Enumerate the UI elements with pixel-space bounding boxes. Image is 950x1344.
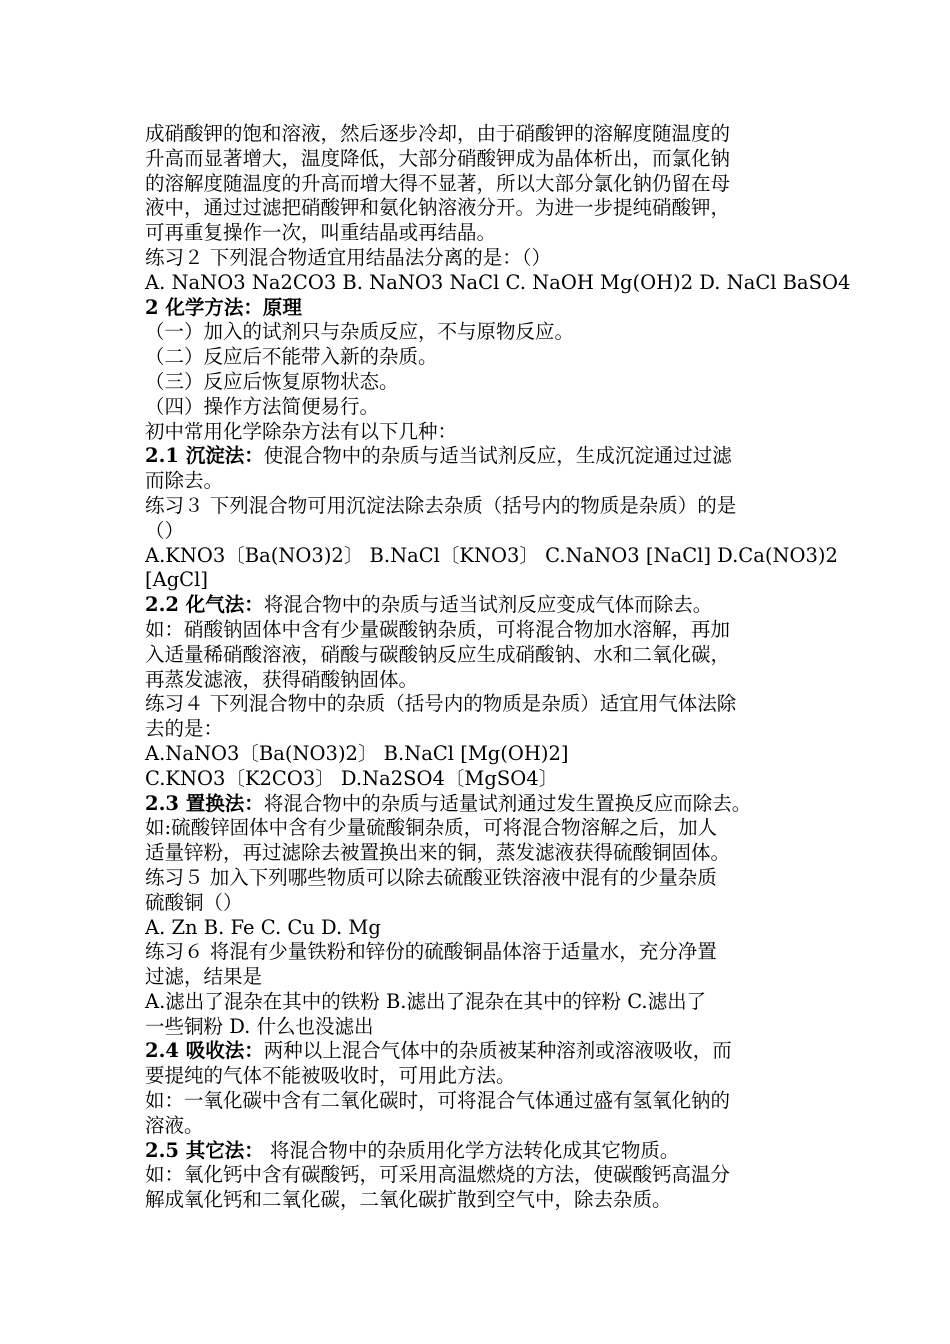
line-text: 一些铜粉 D. 什么也没滤出 — [145, 1014, 374, 1038]
line-text: A.NaNO3〔Ba(NO3)2〕 B.NaCl [Mg(OH)2] — [145, 741, 569, 765]
line-text: 练习５ 加入下列哪些物质可以除去硫酸亚铁溶液中混有的少量杂质 — [145, 865, 717, 889]
subsection-2-2 — [145, 593, 835, 618]
line-text: 升高而显著增大，温度降低，大部分硝酸钾成为晶体析出，而氯化钠 — [145, 146, 731, 170]
line-text: A. NaNO3 Na2CO3 B. NaNO3 NaCl C. NaOH Mg(OH)2 D. NaCl BaSO4 — [145, 270, 851, 294]
text-line — [145, 1163, 835, 1188]
line-text: [AgCl] — [145, 568, 208, 592]
line-text: 过滤，结果是 — [145, 965, 263, 989]
line-text: 将混合物中的杂质与适量试剂通过发生置换反应而除去。 — [263, 791, 752, 815]
text-line — [145, 1188, 835, 1213]
line-text: （四）操作方法简便易行。 — [145, 394, 380, 418]
text-line — [145, 643, 835, 668]
line-text: （三）反应后恢复原物状态。 — [145, 369, 399, 393]
line-text: 入适量稀硝酸溶液，硝酸与碳酸钠反应生成硝酸钠、水和二氧化碳， — [145, 642, 731, 666]
line-text: （） — [145, 518, 185, 542]
line-text: 成硝酸钾的饱和溶液，然后逐步冷却，由于硝酸钾的溶解度随温度的 — [145, 122, 731, 145]
text-line — [145, 122, 835, 147]
line-text: 适量锌粉，再过滤除去被置换出来的铜，蒸发滤液获得硫酸铜固体。 — [145, 841, 731, 865]
line-text: A.滤出了混杂在其中的铁粉 B.滤出了混杂在其中的锌粉 C.滤出了 — [145, 989, 707, 1013]
text-line — [145, 1064, 835, 1089]
text-line — [145, 221, 835, 246]
exercise-3-options — [145, 543, 838, 569]
line-text: 去的是： — [145, 717, 224, 741]
line-text: 如:硫酸锌固体中含有少量硫酸铜杂质，可将混合物溶解之后，加人 — [145, 816, 718, 840]
subsection-2-3 — [145, 792, 835, 817]
line-text: （一）加入的试剂只与杂质反应，不与原物反应。 — [145, 320, 575, 344]
line-text: 将混合物中的杂质用化学方法转化成其它物质。 — [263, 1138, 680, 1162]
subsection-2-5 — [145, 1139, 835, 1164]
section-heading-chemical-methods — [145, 296, 835, 321]
text-line — [145, 965, 835, 990]
document-body — [145, 122, 851, 1213]
exercise-2-options — [145, 270, 851, 296]
principle-2 — [145, 345, 835, 370]
line-text: 两种以上混合气体中的杂质被某种溶剂或溶液吸收，而 — [263, 1039, 732, 1063]
principle-3 — [145, 370, 835, 395]
line-text: 再蒸发滤液，获得硝酸钠固体。 — [145, 667, 419, 691]
line-text: 练习４ 下列混合物中的杂质（括号内的物质是杂质）适宜用气体法除 — [145, 692, 737, 716]
line-text: 练习３ 下列混合物可用沉淀法除去杂质（括号内的物质是杂质）的是 — [145, 493, 737, 517]
exercise-4-options-cd — [145, 767, 835, 792]
line-text: A.KNO3〔Ba(NO3)2〕 B.NaCl〔KNO3〕 C.NaNO3 [NaCl] D.Ca(NO3)2 — [145, 543, 838, 567]
exercise-4-options-ab — [145, 742, 835, 767]
line-text: 如：硝酸钠固体中含有少量碳酸钠杂质，可将混合物加水溶解，再加 — [145, 617, 731, 641]
text-line — [145, 668, 835, 693]
principle-1 — [145, 320, 835, 345]
text-line — [145, 568, 835, 593]
line-text: 练习６ 将混有少量铁粉和锌份的硫酸铜晶体溶于适量水，充分净置 — [145, 940, 717, 964]
text-line — [145, 841, 835, 866]
text-line — [145, 147, 835, 172]
line-text: 要提纯的气体不能被吸收时，可用此方法。 — [145, 1064, 516, 1088]
line-text: 将混合物中的杂质与适当试剂反应变成气体而除去。 — [263, 593, 713, 617]
text-line — [145, 816, 835, 841]
subsection-heading: 2.5 其它法： — [145, 1138, 264, 1162]
line-text: 初中常用化学除杂方法有以下几种： — [145, 419, 458, 443]
exercise-4-question — [145, 692, 835, 717]
line-text: 溶液。 — [145, 1113, 204, 1137]
text-line — [145, 519, 835, 544]
text-line — [145, 891, 835, 916]
line-text: 使混合物中的杂质与适当试剂反应，生成沉淀通过过滤 — [263, 444, 732, 468]
line-text: （二）反应后不能带入新的杂质。 — [145, 345, 438, 369]
exercise-2-question — [145, 246, 835, 271]
text-line — [145, 196, 835, 221]
exercise-5-question — [145, 866, 835, 891]
line-text: 如：氧化钙中含有碳酸钙，可采用高温燃烧的方法，使碳酸钙高温分 — [145, 1163, 731, 1187]
exercise-6-options — [145, 990, 835, 1015]
principle-4 — [145, 395, 835, 420]
subsection-heading: 2.2 化气法： — [145, 593, 264, 617]
exercise-5-options — [145, 916, 835, 941]
text-line — [145, 1114, 835, 1139]
text-line — [145, 1015, 835, 1040]
exercise-6-question — [145, 940, 835, 965]
text-line — [145, 420, 835, 445]
line-text: 而除去。 — [145, 469, 224, 493]
subsection-2-4 — [145, 1039, 835, 1064]
subsection-heading: 2.1 沉淀法： — [145, 444, 264, 468]
section-heading: 2 化学方法：原理 — [145, 295, 302, 319]
line-text: C.KNO3〔K2CO3〕 D.Na2SO4〔MgSO4〕 — [145, 766, 559, 790]
line-text: 的溶解度随温度的升高而增大得不显著，所以大部分氯化钠仍留在母 — [145, 171, 731, 195]
text-line — [145, 717, 835, 742]
line-text: A. Zn B. Fe C. Cu D. Mg — [145, 915, 381, 939]
subsection-2-1 — [145, 444, 835, 469]
text-line — [145, 618, 835, 643]
text-line — [145, 172, 835, 197]
subsection-heading: 2.3 置换法： — [145, 791, 264, 815]
line-text: 练习２ 下列混合物适宜用结晶法分离的是：（） — [145, 245, 551, 269]
subsection-heading: 2.4 吸收法： — [145, 1039, 264, 1063]
line-text: 可再重复操作一次，叫重结晶或再结晶。 — [145, 221, 497, 245]
line-text: 液中，通过过滤把硝酸钾和氨化钠溶液分开。为进一步提纯硝酸钾， — [145, 196, 731, 220]
exercise-3-question — [145, 494, 835, 519]
line-text: 解成氧化钙和二氧化碳，二氧化碳扩散到空气中，除去杂质。 — [145, 1188, 672, 1212]
line-text: 如：一氧化碳中含有二氧化碳时，可将混合气体通过盛有氢氧化钠的 — [145, 1089, 731, 1113]
line-text: 硫酸铜（） — [145, 890, 243, 914]
text-line — [145, 469, 835, 494]
text-line — [145, 1089, 835, 1114]
